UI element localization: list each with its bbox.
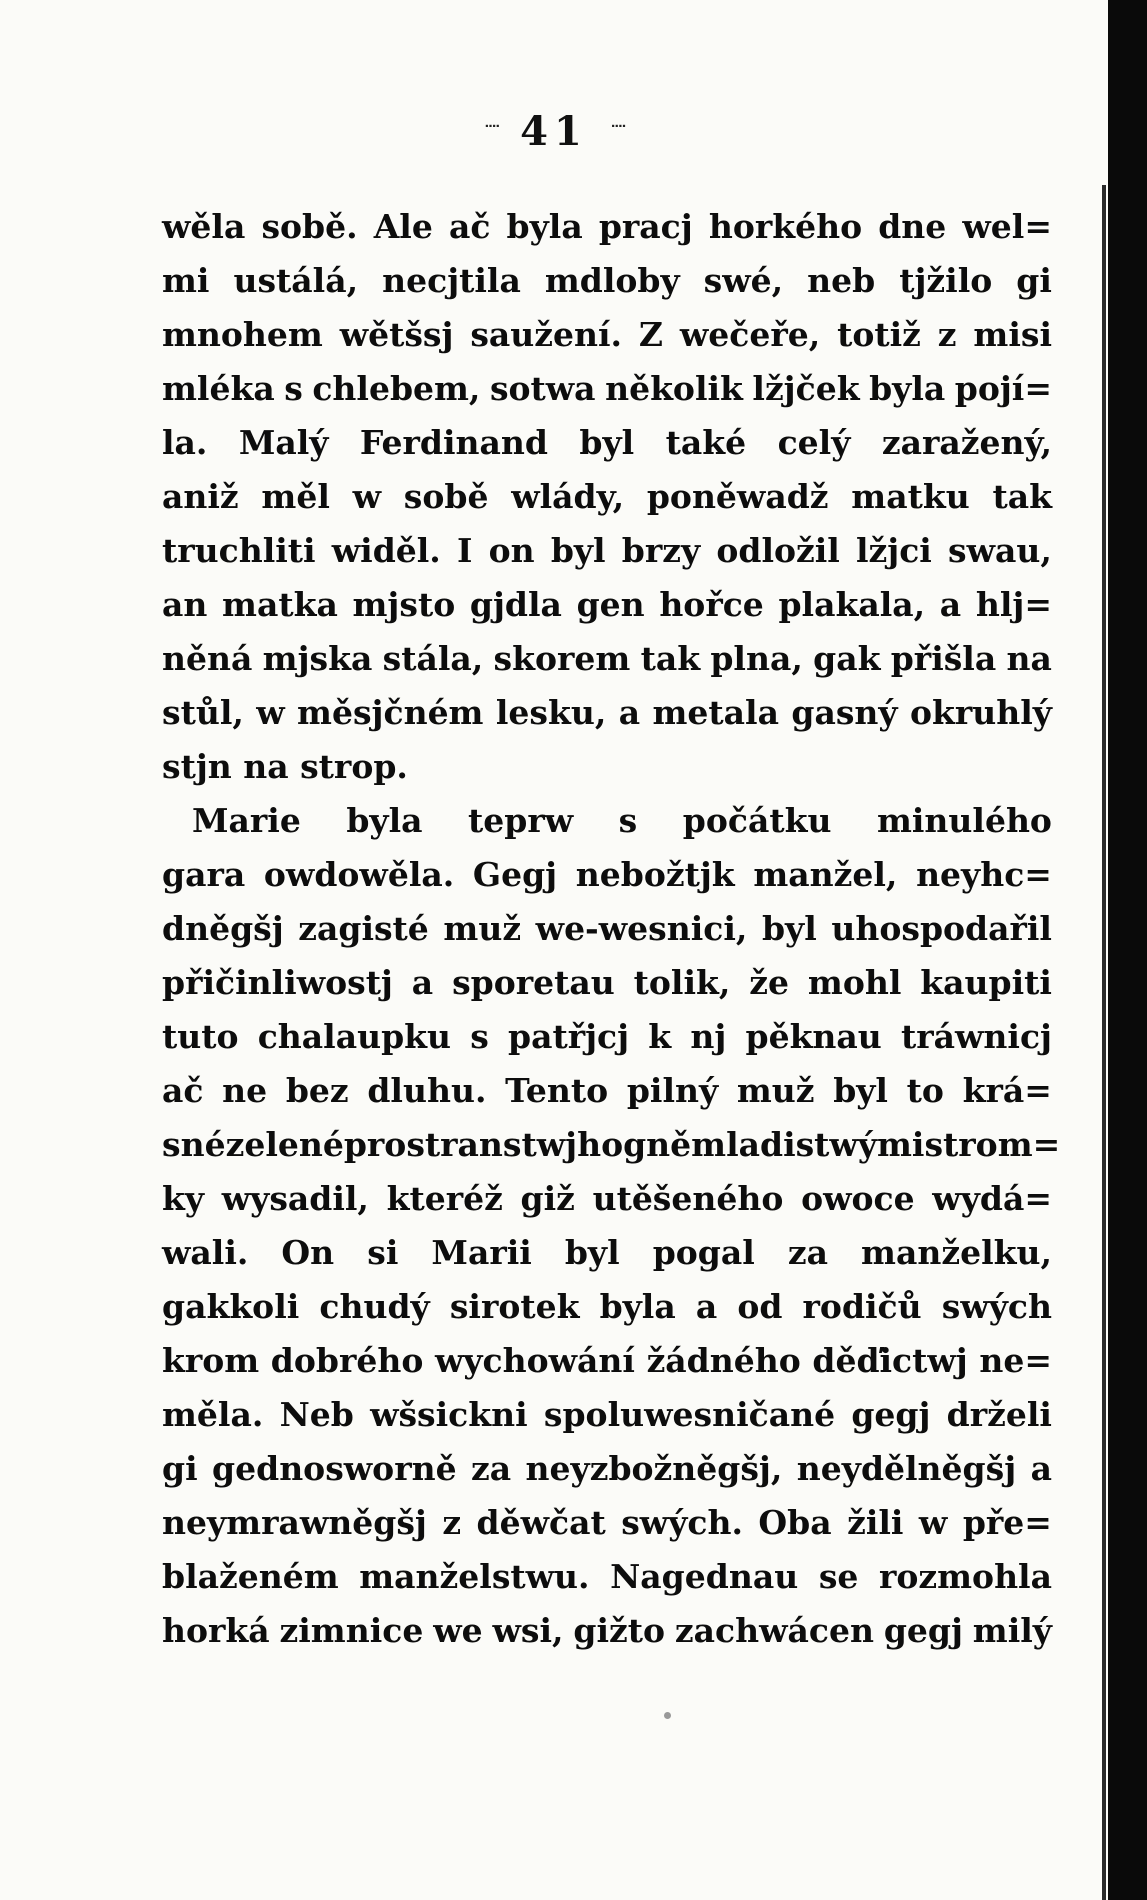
text-line: gi gednosworně za neyzbožněgšj, neydělněgšj a <box>162 1449 1052 1488</box>
text-line: wěla sobě. Ale ač byla pracj horkého dne wel= <box>162 207 1052 246</box>
binding-edge-line <box>1102 185 1106 1900</box>
text-line: dněgšj zagisté muž we-wesnici, byl uhospodařil <box>162 909 1052 948</box>
text-line: gakkoli chudý sirotek byla a od rodičů swých <box>162 1287 1052 1326</box>
text-line: ky wysadil, kteréž giž utěšeného owoce wydá= <box>162 1179 1052 1218</box>
text-line: krom dobrého wychowání žádného děďictwj ne= <box>162 1341 1052 1380</box>
header-ornament-left: ᐧᐧᐧᐧ <box>483 115 499 140</box>
text-line: mléka s chlebem, sotwa několik lžjček byla pojí= <box>162 369 1052 408</box>
text-line: tuto chalaupku s patřjcj k nj pěknau tráwnicj <box>162 1017 1052 1056</box>
text-line: gara owdowěla. Gegj nebožtjk manžel, neyhc= <box>162 855 1052 894</box>
text-line: mi ustálá, necjtila mdloby swé, neb tjžilo gi <box>162 261 1052 300</box>
paragraph-end-line: stjn na strop. <box>162 747 408 786</box>
text-line: aniž měl w sobě wlády, poněwadž matku tak <box>162 477 1052 516</box>
text-line: blaženém manželstwu. Nagednau se rozmohla <box>162 1557 1052 1596</box>
text-line: truchliti widěl. I on byl brzy odložil lžjci swau, <box>162 531 1052 570</box>
body-text <box>162 200 1061 1658</box>
page-number: 41 <box>520 108 588 155</box>
page-header <box>0 108 1108 155</box>
text-line: la. Malý Ferdinand byl také celý zaražený, <box>162 423 1052 462</box>
text-line: neymrawněgšj z děwčat swých. Oba žili w pře= <box>162 1503 1052 1542</box>
text-line: ač ne bez dluhu. Tento pilný muž byl to krá= <box>162 1071 1052 1110</box>
text-line: an matka mjsto gjdla gen hořce plakala, a hlj= <box>162 585 1052 624</box>
text-line: wali. On si Marii byl pogal za manželku, <box>162 1233 1052 1272</box>
text-line: stůl, w měsjčném lesku, a metala gasný okruhlý <box>162 693 1052 732</box>
text-line: horká zimnice we wsi, gižto zachwácen gegj milý <box>162 1611 1052 1650</box>
text-line: přičinliwostj a sporetau tolik, že mohl kaupiti <box>162 963 1052 1002</box>
ink-speck <box>664 1712 671 1719</box>
paragraph-start-line: Marie byla teprw s počátku minulého <box>192 801 1052 840</box>
text-line: sné zelené prostranstwj hogně mladistwými strom= <box>162 1125 1061 1164</box>
text-line: měla. Neb wšsickni spoluwesničané gegj drželi <box>162 1395 1052 1434</box>
header-ornament-right: ᐧᐧᐧᐧ <box>609 115 625 140</box>
text-line: něná mjska stála, skorem tak plna, gak přišla na <box>162 639 1052 678</box>
text-line: mnohem wětšsj saužení. Z wečeře, totiž z misi <box>162 315 1052 354</box>
